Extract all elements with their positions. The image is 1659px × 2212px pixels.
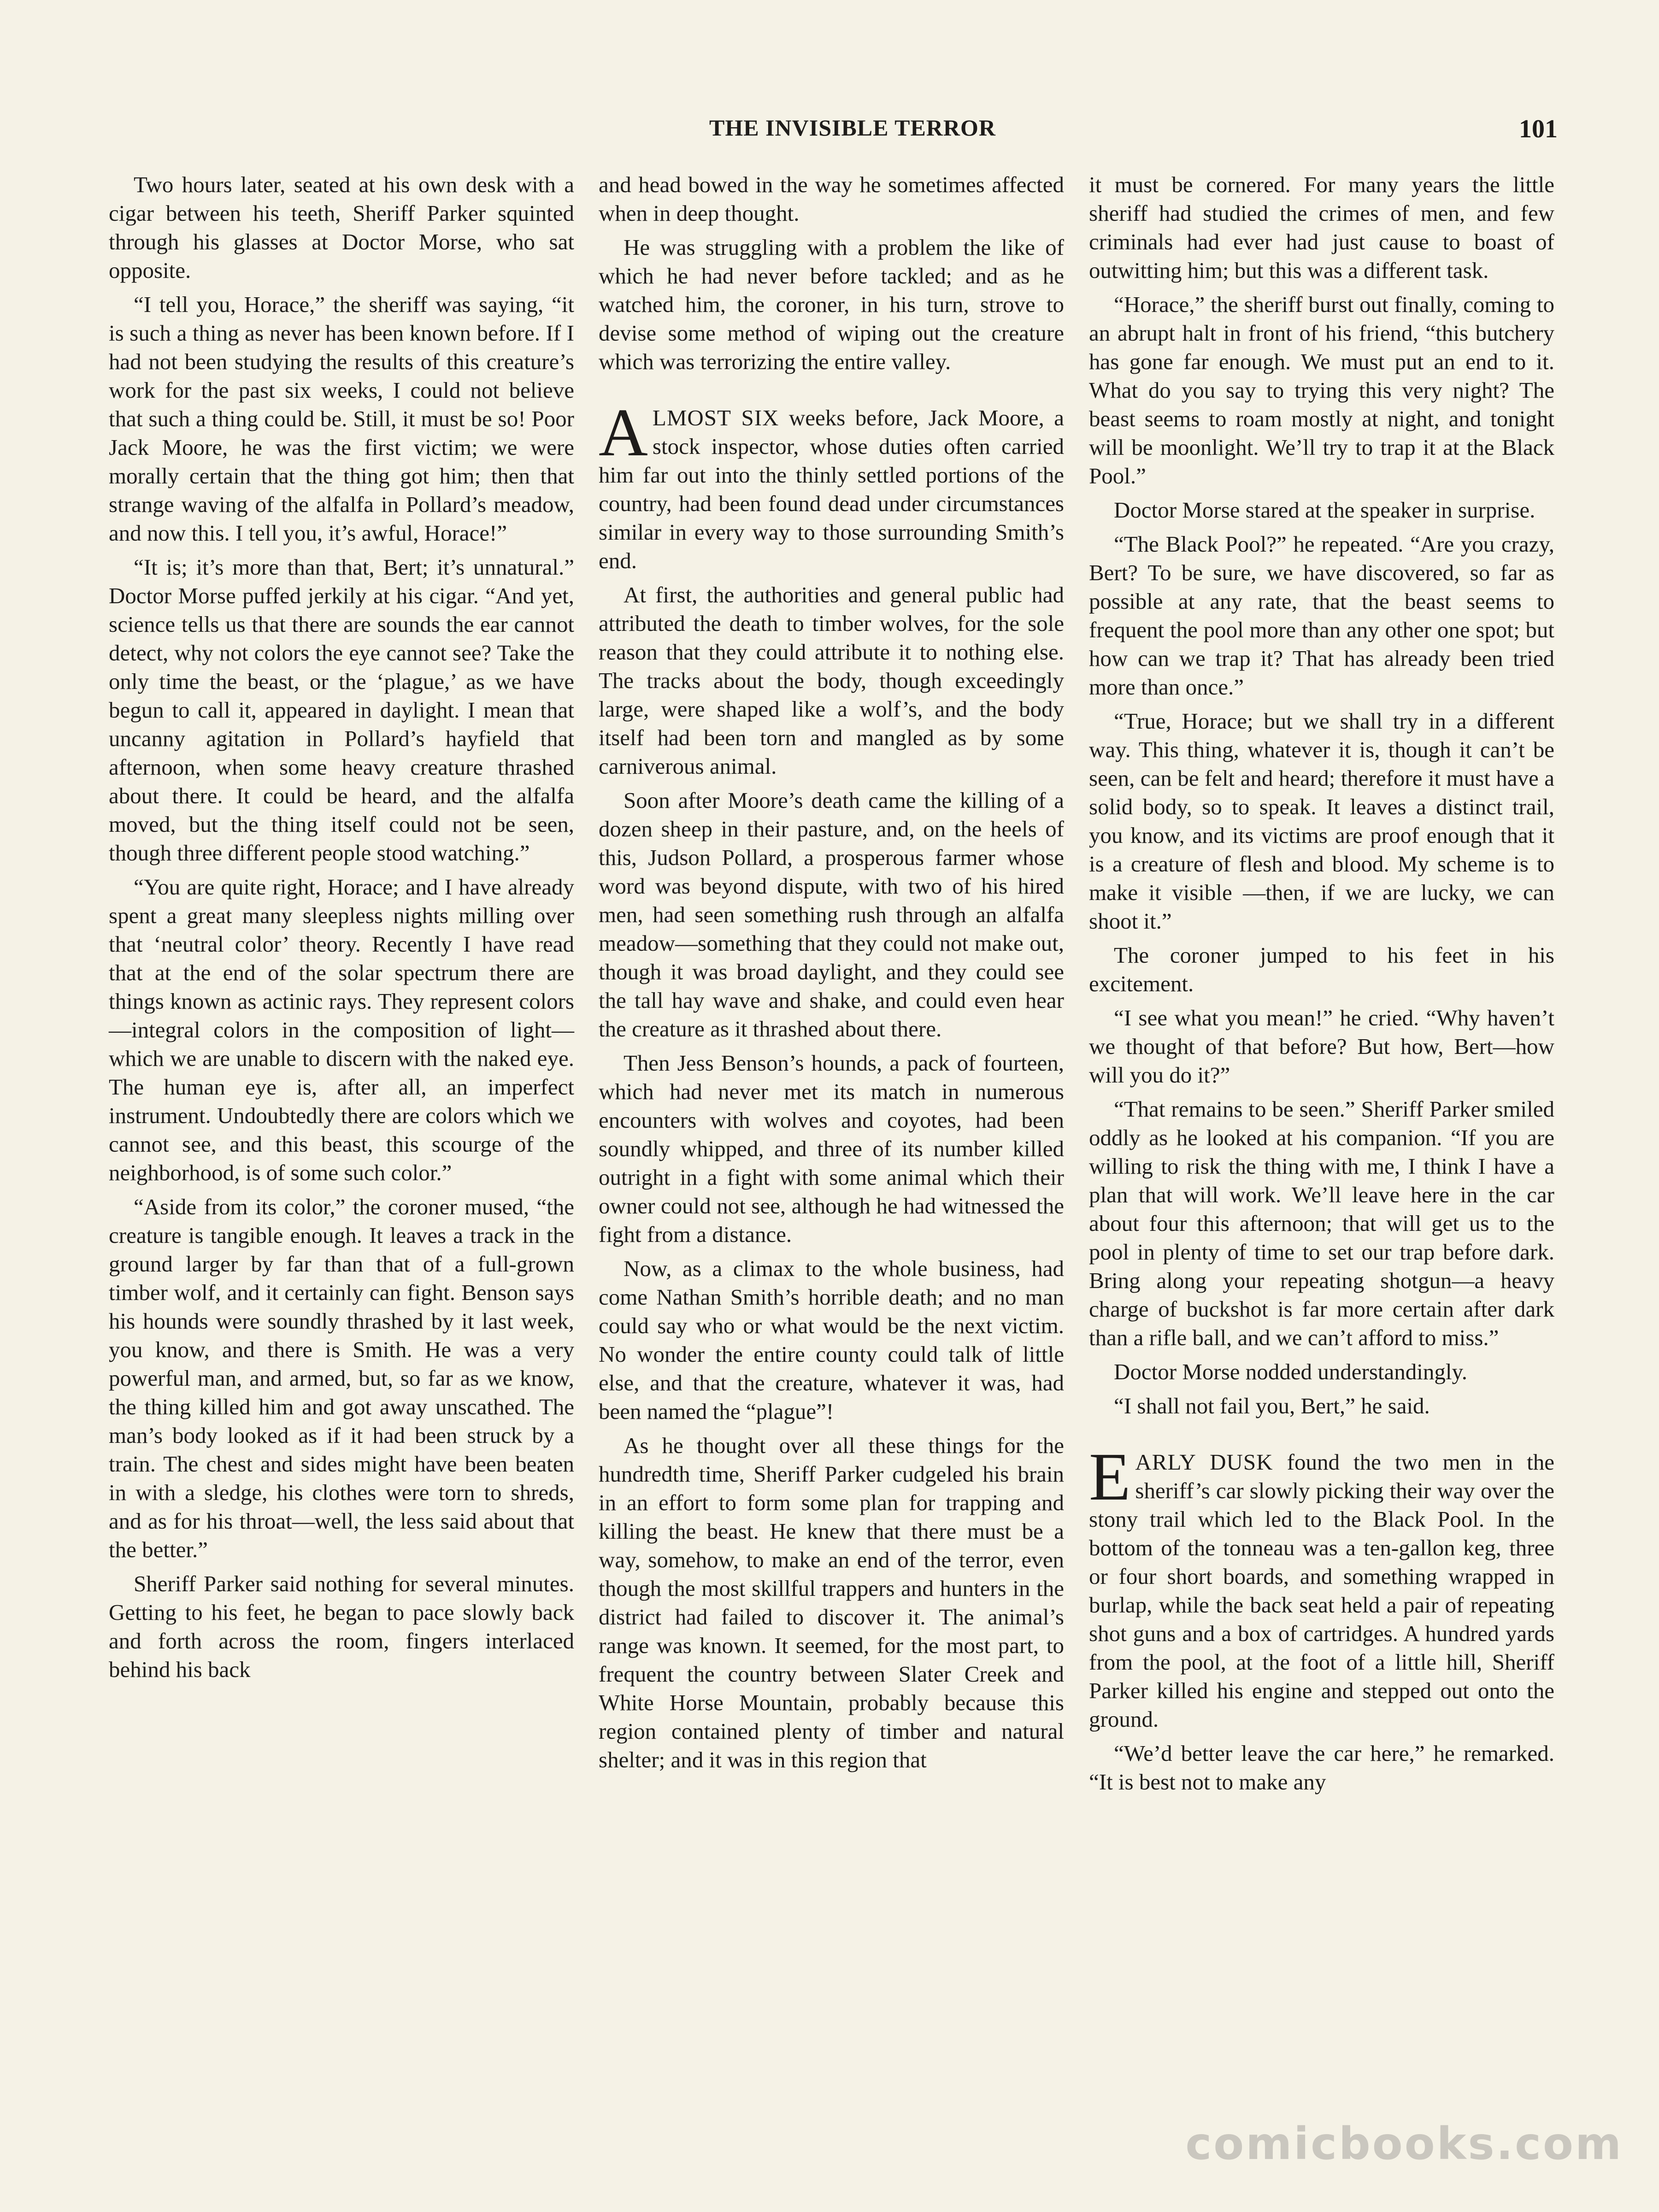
small-caps-lead: LMOST SIX	[652, 405, 779, 430]
paragraph-text: weeks before, Jack Moore, a stock inspector, whose duties often carried him far out into the thinly settled portions of the country, had been found dead under circumstances similar in every way to those surrounding Smith’s end.	[599, 405, 1064, 573]
paragraph: Doctor Morse stared at the speaker in surprise.	[1114, 497, 1535, 523]
paragraph: Then Jess Benson’s hounds, a pack of fourteen, which had never met its match in numerous encounters with wolves and coyotes, had been soundly whipped, and three of its number killed outright in a fight with some animal which their owner could not see, although he had witnessed the fight from a distance.	[599, 1050, 1064, 1247]
paragraph: “I tell you, Horace,” the sheriff was saying, “it is such a thing as never has been known before. If I had not been studying the results of this creature’s work for the past six weeks, I could not believe that such a thing could be. Still, it must be so! Poor Jack Moore, he was the first victim; we were morally certain that the thing got him; then that strange waving of the alfalfa in Pollard’s meadow, and now this. I tell you, it’s awful, Horace!”	[109, 292, 574, 546]
drop-cap: A	[599, 395, 648, 471]
paragraph: He was struggling with a problem the like of which he had never before tackled; and as he watched him, the coroner, in his turn, strove to devise some method of wiping out the creature which was terrorizing the entire valley.	[599, 235, 1064, 374]
paragraph: “I shall not fail you, Bert,” he said.	[1114, 1393, 1430, 1418]
paragraph: “The Black Pool?” he repeated. “Are you crazy, Bert? To be sure, we have discovered, so far as possible at any rate, that the beast seems to frequent the pool more than any other one spot; but how can we trap it? That has already been tried more than once.”	[1089, 531, 1554, 700]
paragraph: As he thought over all these things for the hundredth time, Sheriff Parker cudgeled his brain in an effort to form some plan for trapping and killing the beast. He knew that there must be a way, somehow, to make an end of the terror, even though the most skillful trappers and hunters in the district had failed to discover it. The animal’s range was known. It seemed, for the most part, to frequent the country between Slater Creek and White Horse Mountain, probably because this region contained plenty of timber and natural shelter; and it was in this region that	[599, 1433, 1064, 1772]
page-number: 101	[1519, 115, 1558, 143]
paragraph: “I see what you mean!” he cried. “Why haven’t we thought of that before? But how, Bert—how will you do it?”	[1089, 1005, 1554, 1088]
paragraph: “True, Horace; but we shall try in a different way. This thing, whatever it is, though it can’t be seen, can be felt and heard; therefore it must have a solid body, so to speak. It leaves a distinct trail, you know, and its victims are proof enough that it is a creature of flesh and blood. My scheme is to make it visible —then, if we are lucky, we can shoot it.”	[1089, 708, 1554, 934]
paragraph: Sheriff Parker said nothing for several minutes. Getting to his feet, he began to pace slowly back and forth across the room, fingers interlaced behind his back	[109, 1571, 574, 1682]
paragraph: “We’d better leave the car here,” he remarked. “It is best not to make any	[1089, 1741, 1554, 1794]
paragraph: At first, the authorities and general public had attributed the death to timber wolves, for the sole reason that they could attribute it to nothing else. The tracks about the body, though exceedingly large, were shaped like a wolf’s, and the body itself had been torn and mangled as by some carniverous animal.	[599, 582, 1064, 779]
paragraph: “You are quite right, Horace; and I have already spent a great many sleepless nights milling over that ‘neutral color’ theory. Recently I have read that at the end of the solar spectrum there are things known as actinic rays. They represent colors—integral colors in the composition of light—which we are unable to discern with the naked eye. The human eye is, after all, an imperfect instrument. Undoubtedly there are colors which we cannot see, and this beast, this scourge of the neighborhood, is of some such color.”	[109, 874, 574, 1185]
small-caps-lead: ARLY DUSK	[1135, 1449, 1273, 1475]
paragraph: “That remains to be seen.” Sheriff Parker smiled oddly as he looked at his companion. “If you are willing to risk the thing with me, I think I have a plan that will work. We’ll leave here in the car about four this afternoon; that will get us to the pool in plenty of time to set our trap before dark. Bring along your repeating shotgun—a heavy charge of buckshot is far more certain after dark than a rifle ball, and we can’t afford to miss.”	[1089, 1096, 1554, 1350]
paragraph: Soon after Moore’s death came the killing of a dozen sheep in their pasture, and, on the heels of this, Judson Pollard, a prosperous farmer whose word was beyond dispute, with two of his hired men, had seen something rush through an alfalfa meadow—something that they could not make out, though it was broad daylight, and they could see the tall hay wave and shake, and could even hear the creature as it thrashed about there.	[599, 788, 1064, 1041]
text-column-1	[109, 171, 574, 1689]
section-opening-paragraph	[599, 395, 1064, 575]
paragraph-text: found the two men in the sheriff’s car slowly picking their way over the stony trail which led to the Black Pool. In the bottom of the tonneau was a ten-gallon keg, three or four short boards, and something wrapped in burlap, while the back seat held a pair of repeating shot guns and a box of cartridges. A hundred yards from the pool, at the foot of a little hill, Sheriff Parker killed his engine and stepped out onto the ground.	[1089, 1449, 1554, 1732]
paragraph: Now, as a climax to the whole business, had come Nathan Smith’s horrible death; and no man could say who or what would be the next victim. No wonder the entire county could talk of little else, and that the creature, whatever it was, had been named the “plague”!	[599, 1256, 1064, 1424]
paragraph: Doctor Morse nodded understandingly.	[1114, 1359, 1468, 1384]
paragraph: “It is; it’s more than that, Bert; it’s unnatural.” Doctor Morse puffed jerkily at his cigar. “And yet, science tells us that there are sounds the ear cannot detect, why not colors the eye cannot see? Take the only time the beast, or the ‘plague,’ as we have begun to call it, appeared in daylight. I mean that uncanny agitation in Pollard’s hayfield that afternoon, when some heavy creature thrashed about there. It could be heard, and the alfalfa moved, but the thing itself could not be seen, though three different people stood watching.”	[109, 554, 574, 865]
text-column-2	[599, 171, 1064, 1780]
paragraph: Two hours later, seated at his own desk with a cigar between his teeth, Sheriff Parker squinted through his glasses at Doctor Morse, who sat opposite.	[109, 172, 574, 283]
site-watermark: comicbooks.com	[1185, 2118, 1623, 2170]
paragraph: “Horace,” the sheriff burst out finally, coming to an abrupt halt in front of his friend, “this butchery has gone far enough. We must put an end to it. What do you say to trying this very night? The beast seems to roam mostly at night, and tonight will be moonlight. We’ll try to trap it at the Black Pool.”	[1089, 292, 1554, 488]
drop-cap: E	[1089, 1439, 1131, 1515]
paragraph: “Aside from its color,” the coroner mused, “the creature is tangible enough. It leaves a track in the ground larger by far than that of a full-grown timber wolf, and it certainly can fight. Benson says his hounds were soundly thrashed by it last week, you know, and there is Smith. He was a very powerful man, and armed, but, so far as we know, the thing killed him and got away unscathed. The man’s body looked as if it had been struck by a train. The chest and sides might have been beaten in with a sledge, his clothes were torn to shreds, and as for his throat—well, the less said about that the better.”	[109, 1194, 574, 1562]
section-opening-paragraph	[1089, 1439, 1554, 1734]
paragraph: it must be cornered. For many years the little sheriff had studied the crimes of men, and few criminals had ever had just cause to boast of outwitting him; but this was a different task.	[1089, 172, 1554, 283]
paragraph: and head bowed in the way he sometimes affected when in deep thought.	[599, 172, 1064, 226]
text-column-3	[1089, 171, 1554, 1802]
running-title: THE INVISIBLE TERROR	[709, 115, 996, 141]
paragraph: The coroner jumped to his feet in his excitement.	[1089, 942, 1554, 996]
